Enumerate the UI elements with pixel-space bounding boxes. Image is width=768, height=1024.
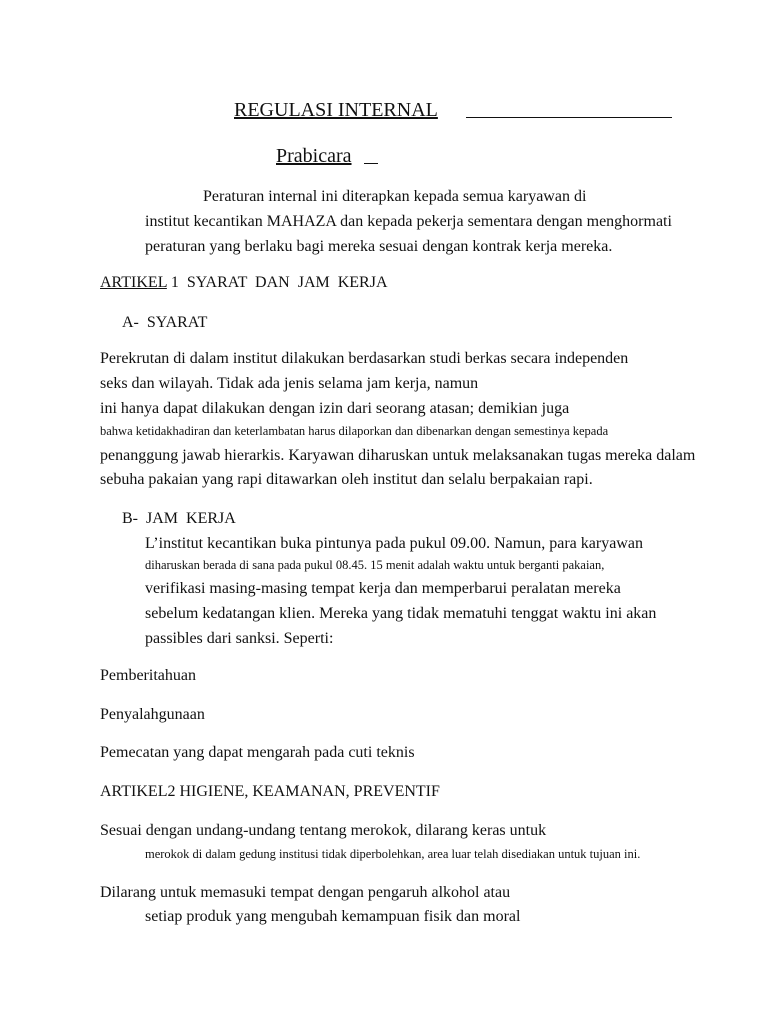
section-a-line-6: sebuha pakaian yang rapi ditawarkan oleh institut dan selalu berpakaian rapi. [100,471,593,488]
document-subtitle: Prabicara [276,145,352,167]
section-a-line-4: bahwa ketidakhadiran dan keterlambatan harus dilaporkan dan dibenarkan dengan semestinya kepada [100,424,609,438]
intro-line-2: institut kecantikan MAHAZA dan kepada pekerja sementara dengan menghormati [145,213,672,230]
sanction-item: Pemecatan yang dapat mengarah pada cuti teknis [100,744,415,761]
section-b-line-5: passibles dari sanksi. Seperti: [145,630,334,647]
section-b-heading: B- JAM KERJA [122,510,236,527]
title-underline [466,117,672,118]
sanction-item: Penyalahgunaan [100,706,205,723]
article-2-p1-line-1: Sesuai dengan undang-undang tentang merokok, dilarang keras untuk [100,822,547,839]
intro-line-1: Peraturan internal ini diterapkan kepada semua karyawan di [203,188,587,205]
section-a-heading: A- SYARAT [122,314,208,331]
article-2-p1-line-2: merokok di dalam gedung institusi tidak diperbolehkan, area luar telah disediakan untuk tujuan ini. [145,847,641,861]
section-b-line-2: diharuskan berada di sana pada pukul 08.45. 15 menit adalah waktu untuk berganti pakaian, [145,558,605,572]
document-title: REGULASI INTERNAL [234,99,438,121]
subtitle-underline [364,163,378,164]
section-a-line-3: ini hanya dapat dilakukan dengan izin dari seorang atasan; demikian juga [100,400,570,417]
article-1-heading [100,273,388,293]
article-2-p2-line-2: setiap produk yang mengubah kemampuan fisik dan moral [145,908,521,925]
article-2-p2-line-1: Dilarang untuk memasuki tempat dengan pengaruh alkohol atau [100,884,511,901]
article-1-label: ARTIKEL [100,274,167,291]
section-b-line-1: L’institut kecantikan buka pintunya pada pukul 09.00. Namun, para karyawan [145,535,643,552]
section-b-line-3: verifikasi masing-masing tempat kerja dan memperbarui peralatan mereka [145,580,621,597]
article-2-heading: ARTIKEL2 HIGIENE, KEAMANAN, PREVENTIF [100,783,440,800]
section-a-line-2: seks dan wilayah. Tidak ada jenis selama jam kerja, namun [100,375,479,392]
section-a-line-5: penanggung jawab hierarkis. Karyawan diharuskan untuk melaksanakan tugas mereka dalam [100,447,696,464]
intro-line-3: peraturan yang berlaku bagi mereka sesuai dengan kontrak kerja mereka. [145,238,613,255]
sanction-item: Pemberitahuan [100,667,196,684]
section-b-line-4: sebelum kedatangan klien. Mereka yang tidak mematuhi tenggat waktu ini akan [145,605,657,622]
section-a-line-1: Perekrutan di dalam institut dilakukan berdasarkan studi berkas secara independen [100,350,629,367]
article-1-title: 1 SYARAT DAN JAM KERJA [166,274,388,291]
